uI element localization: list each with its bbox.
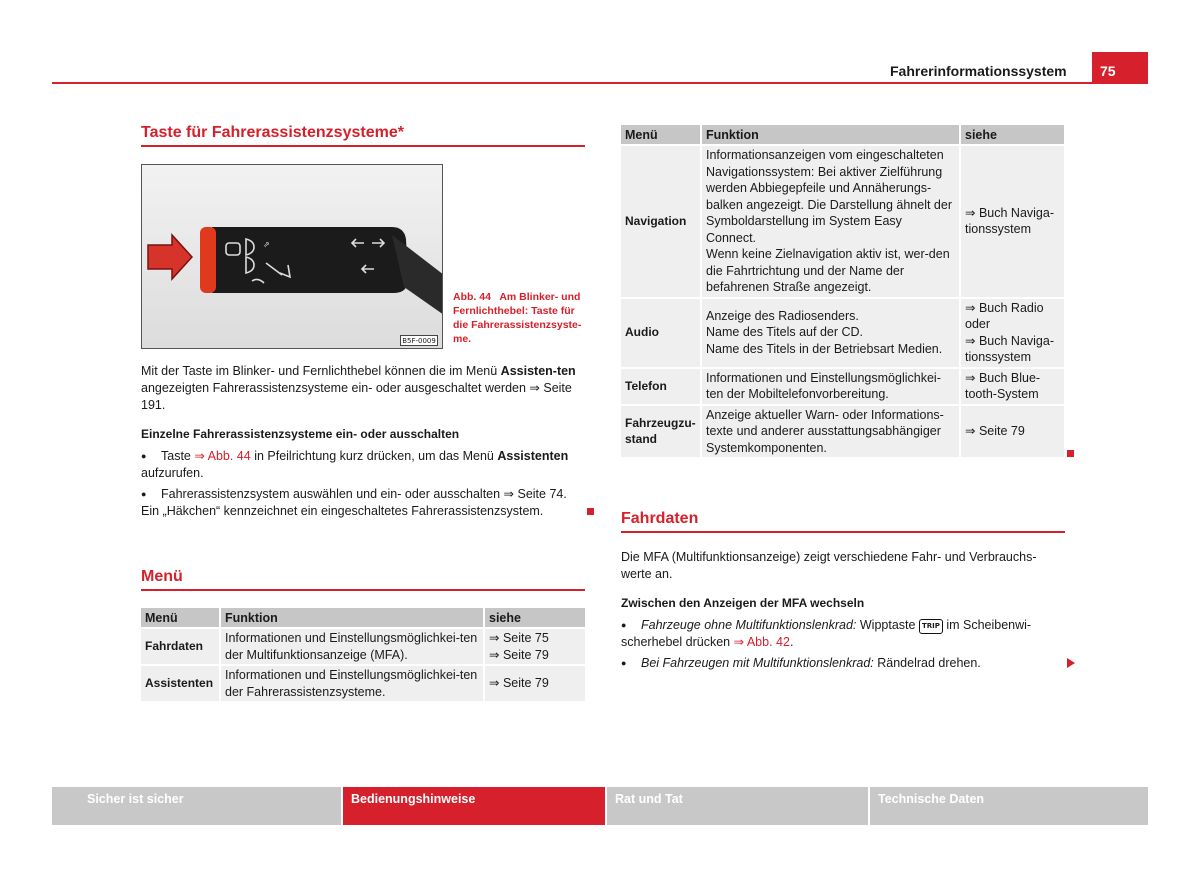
subheading-left: Einzelne Fahrerassistenzsysteme ein- oder ausschalten <box>141 427 460 441</box>
bullet-mfa2-text: Rändelrad drehen. <box>873 656 981 670</box>
figure-caption-label: Abb. 44 <box>453 291 491 303</box>
continue-arrow-icon <box>1067 658 1075 668</box>
menu-cell: Assistenten <box>141 666 219 701</box>
figure-stalk <box>141 164 443 349</box>
intro-text-1: Mit der Taste im Blinker- und Fernlichthebel können die im Menü <box>141 364 501 378</box>
siehe-cell[interactable]: ⇒ Seite 79 <box>961 406 1064 458</box>
table-header-funktion: Funktion <box>702 125 959 144</box>
intro-paragraph <box>141 363 585 414</box>
bullet1-text-a: Taste <box>161 449 195 463</box>
bullet1-text-b: in Pfeilrichtung kurz drücken, um das Menü <box>250 449 498 463</box>
section-heading-fahrdaten: Fahrdaten <box>621 510 1065 533</box>
table-header-siehe: siehe <box>961 125 1064 144</box>
siehe-cell[interactable]: ⇒ Buch Radio oder ⇒ Buch Naviga-tionssystem <box>961 299 1064 367</box>
footer-tab-technik[interactable]: Technische Daten <box>870 787 1148 825</box>
bullet-mfa-1 <box>621 617 1065 651</box>
header-rule <box>52 82 1148 84</box>
bullet1-text-c: aufzurufen. <box>141 466 204 480</box>
table-row <box>621 406 1064 458</box>
figure-tag: B5F-0009 <box>400 335 438 346</box>
table-row <box>621 146 1064 297</box>
bullet-mfa2-italic: Bei Fahrzeugen mit Multifunktionslenkrad: <box>641 656 874 670</box>
intro-text-2: angezeigten Fahrerassistenzsysteme ein- oder ausgeschaltet werden ⇒ Seite 191. <box>141 381 572 412</box>
bullet1-bold: Assistenten <box>497 449 569 463</box>
table-row <box>141 666 585 701</box>
table-header-menu: Menü <box>141 608 219 627</box>
section-end-marker <box>587 508 594 515</box>
funktion-cell: Informationen und Einstellungsmöglichkei-ten der Multifunktionsanzeige (MFA). <box>221 629 483 664</box>
menu-table <box>139 606 587 703</box>
menu-cell: Telefon <box>621 369 700 404</box>
svg-text:⇗: ⇗ <box>263 240 270 249</box>
bullet-item-2: ● Fahrerassistenzsystem auswählen und ein- oder ausschalten ⇒ Seite 74. Ein „Häkchen“ kennzeichnet ein eingeschaltetes Fahrerassistenzsystem. <box>141 486 585 520</box>
footer-tab-rat[interactable]: Rat und Tat <box>607 787 868 825</box>
page-number: 75 <box>1092 52 1148 83</box>
bullet-mfa1-text-b: im Scheibenwi-scherhebel drücken <box>621 618 1032 649</box>
table-row <box>621 299 1064 367</box>
siehe-cell[interactable]: ⇒ Seite 79 <box>485 666 585 701</box>
menu-cell: Fahrdaten <box>141 629 219 664</box>
intro-bold: Assisten-ten <box>500 364 576 378</box>
section-heading-menu: Menü <box>141 568 585 591</box>
bullet-item-1 <box>141 448 585 482</box>
bullet-mfa-2 <box>621 655 1065 672</box>
footer-tab-sicher[interactable]: Sicher ist sicher <box>52 787 341 825</box>
footer-tab-bedienung[interactable]: Bedienungshinweise <box>343 787 605 825</box>
funktion-cell: Informationen und Einstellungsmöglichkei-ten der Fahrerassistenzsysteme. <box>221 666 483 701</box>
siehe-cell[interactable]: ⇒ Buch Blue-tooth-System <box>961 369 1064 404</box>
figure-caption <box>453 290 585 346</box>
funktion-cell: Informationsanzeigen vom eingeschalteten Navigationssystem: Bei aktiver Zielführung werden Abbiegepfeile und Annäherungs-balken angezeigt. Die Darstellung ähnelt der Symboldarstellung im System Easy Connect. Wenn keine Zielnavigation aktiv ist, wer-den die Fahrtrichtung und der Name der befahrenen Straße angezeigt. <box>702 146 959 297</box>
siehe-cell[interactable]: ⇒ Buch Naviga-tionssystem <box>961 146 1064 297</box>
table-row <box>141 629 585 664</box>
trip-button-icon: TRIP <box>919 619 943 634</box>
bullet-mfa1-text-a: Wipptaste <box>856 618 919 632</box>
menu-cell: Fahrzeugzu-stand <box>621 406 700 458</box>
funktion-cell: Informationen und Einstellungsmöglichkei-ten der Mobiltelefonvorbereitung. <box>702 369 959 404</box>
table-row <box>621 369 1064 404</box>
figure-reference-link[interactable]: ⇒ Abb. 42 <box>733 635 790 649</box>
fahrdaten-intro: Die MFA (Multifunktionsanzeige) zeigt verschiedene Fahr- und Verbrauchs-werte an. <box>621 550 1037 581</box>
table-header-siehe: siehe <box>485 608 585 627</box>
chapter-title: Fahrerinformationssystem <box>890 63 1067 79</box>
bullet-mfa1-italic: Fahrzeuge ohne Multifunktionslenkrad: <box>641 618 857 632</box>
menu-cell: Navigation <box>621 146 700 297</box>
subheading-right: Zwischen den Anzeigen der MFA wechseln <box>621 596 865 610</box>
figure-caption-text: Am Blinker- und Fernlichthebel: Taste für die Fahrerassistenzsyste-me. <box>453 291 582 345</box>
mfa-menu-table <box>619 123 1066 459</box>
figure-reference-link[interactable]: ⇒ Abb. 44 <box>194 449 251 463</box>
section-end-marker <box>1067 450 1074 457</box>
table-header-menu: Menü <box>621 125 700 144</box>
table-header-funktion: Funktion <box>221 608 483 627</box>
funktion-cell: Anzeige des Radiosenders. Name des Titels auf der CD. Name des Titels in der Betriebsart Medien. <box>702 299 959 367</box>
turn-signal-stalk-illustration <box>142 165 443 349</box>
menu-cell: Audio <box>621 299 700 367</box>
bullet-mfa1-text-c: . <box>789 635 794 649</box>
funktion-cell: Anzeige aktueller Warn- oder Informations-texte und anderer ausstattungsabhängiger Systemkomponenten. <box>702 406 959 458</box>
siehe-cell[interactable]: ⇒ Seite 75 ⇒ Seite 79 <box>485 629 585 664</box>
section-heading-taste: Taste für Fahrerassistenzsysteme* <box>141 124 585 147</box>
